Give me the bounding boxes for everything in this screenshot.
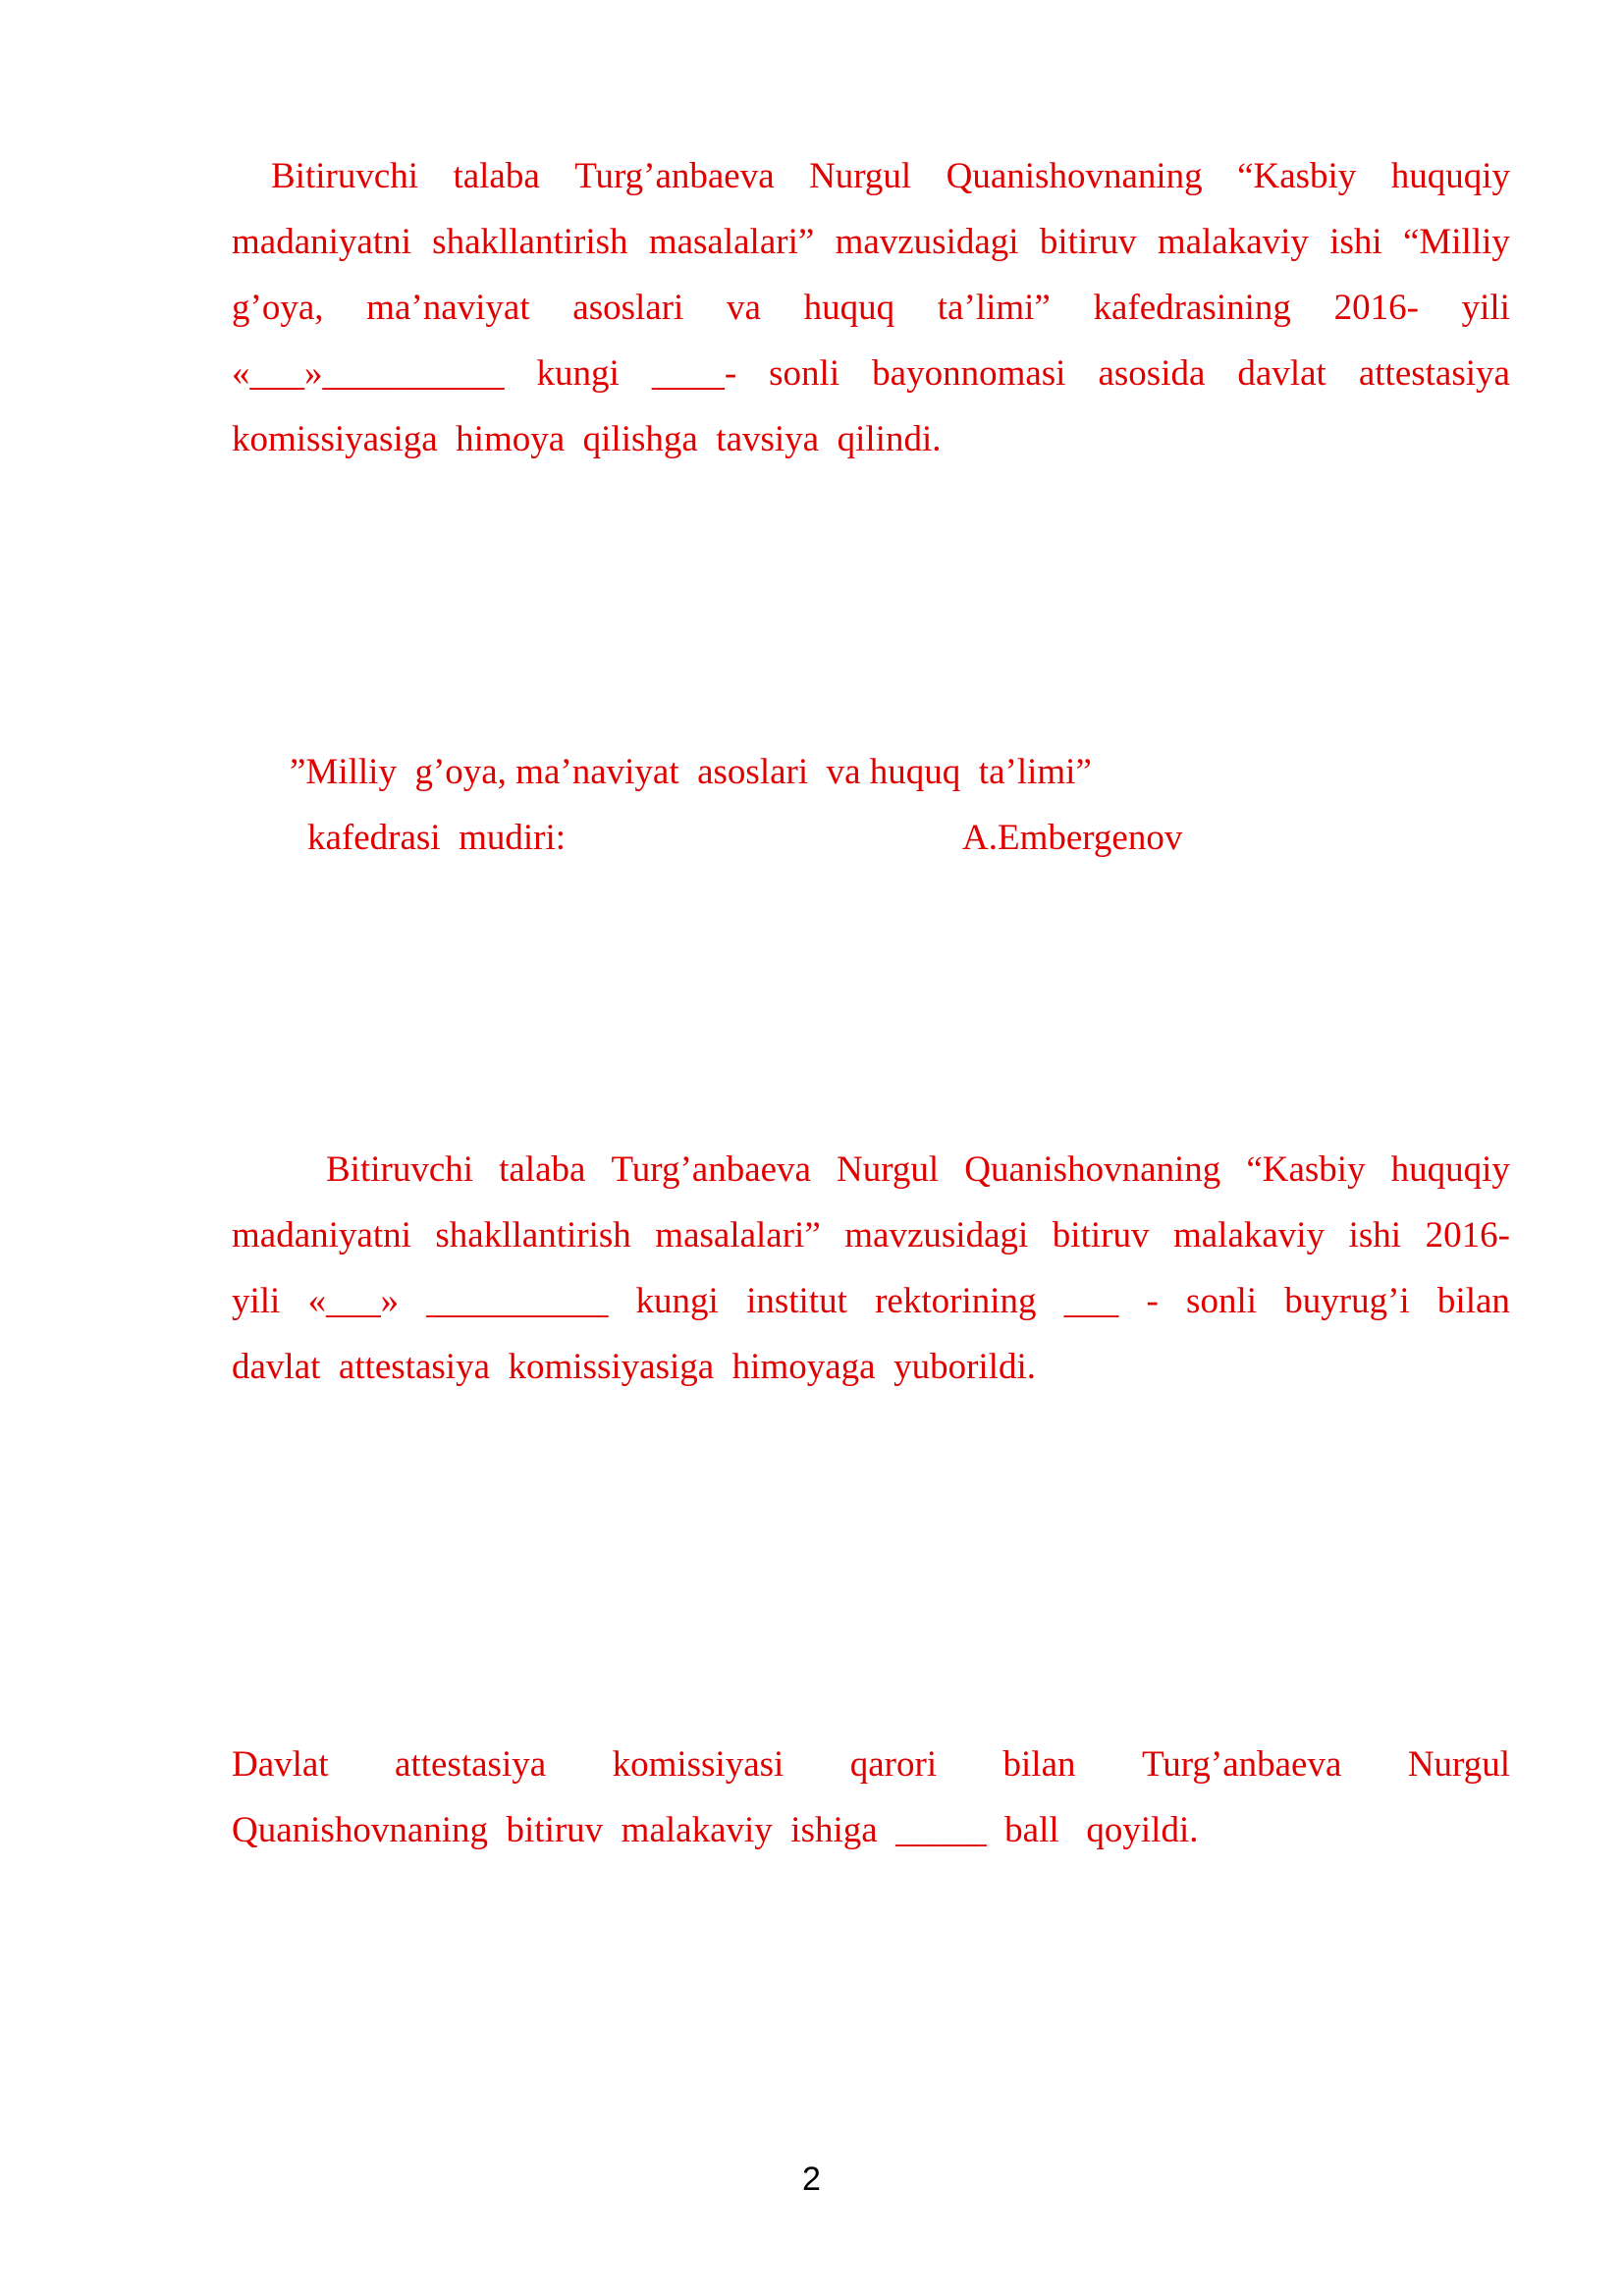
department-name: ”Milliy g’oya, ma’naviyat asoslari va huquq ta’limi” xyxy=(290,752,1092,792)
word: yili xyxy=(232,1281,281,1321)
word: bilan xyxy=(1436,1281,1510,1321)
word: Turg’anbaeva xyxy=(574,156,775,196)
word: malakaviy xyxy=(1172,1215,1325,1255)
position-label: kafedrasi mudiri: xyxy=(307,818,567,858)
word: Davlat xyxy=(232,1744,329,1785)
word: Nurgul xyxy=(1407,1744,1510,1785)
word: institut xyxy=(746,1281,847,1321)
paragraph-2-line-2 xyxy=(232,1212,1510,1259)
word: bitiruv xyxy=(1039,222,1137,262)
word: mavzusidagi xyxy=(835,222,1019,262)
line-text: komissiyasiga himoya qilishga tavsiya qilindi. xyxy=(232,419,942,459)
head-name: A.Embergenov xyxy=(962,818,1183,858)
month-blank: __________ xyxy=(426,1281,609,1321)
word: ma’naviyat xyxy=(366,288,530,328)
word: attestasiya xyxy=(1358,353,1510,394)
word: qarori xyxy=(849,1744,938,1785)
word: bilan xyxy=(1002,1744,1076,1785)
number-blank: ____- xyxy=(651,353,737,394)
word: ishi xyxy=(1348,1215,1402,1255)
word: Quanishovnaning xyxy=(946,156,1203,196)
paragraph-2-line-1 xyxy=(326,1147,1510,1194)
word: bitiruv xyxy=(1052,1215,1150,1255)
word: “Milliy xyxy=(1402,222,1510,262)
word: bayonnomasi xyxy=(872,353,1066,394)
word: yili xyxy=(1461,288,1510,328)
word: ishi xyxy=(1329,222,1382,262)
word: Quanishovnaning xyxy=(964,1149,1221,1190)
word: kungi xyxy=(635,1281,719,1321)
word: malakaviy xyxy=(1157,222,1309,262)
word: asoslari xyxy=(572,288,684,328)
word: - xyxy=(1146,1281,1159,1321)
word: huquqiy xyxy=(1390,1149,1510,1190)
word: va xyxy=(726,288,761,328)
word: “Kasbiy xyxy=(1246,1149,1366,1190)
word: talaba xyxy=(453,156,540,196)
word: Nurgul xyxy=(809,156,912,196)
word: sonli xyxy=(769,353,840,394)
word: ta’limi” xyxy=(937,288,1051,328)
paragraph-2-line-3 xyxy=(232,1278,1510,1325)
word: buyrug’i xyxy=(1284,1281,1410,1321)
page-number: 2 xyxy=(802,2161,821,2198)
word: asosida xyxy=(1098,353,1206,394)
word: masalalari” xyxy=(655,1215,821,1255)
line-text: davlat attestasiya komissiyasiga himoyaga yuborildi. xyxy=(232,1347,1036,1387)
paragraph-1-line-3 xyxy=(232,285,1510,332)
word: Turg’anbaeva xyxy=(611,1149,811,1190)
paragraph-3-line-2 xyxy=(232,1807,1510,1854)
word: talaba xyxy=(499,1149,586,1190)
word: madaniyatni xyxy=(232,1215,411,1255)
word: 2016- xyxy=(1425,1215,1510,1255)
paragraph-2-line-4 xyxy=(232,1344,1510,1391)
word: 2016- xyxy=(1333,288,1419,328)
signature-department-line xyxy=(290,749,1568,796)
date-blank: «___»__________ xyxy=(232,353,505,394)
word: “Kasbiy xyxy=(1237,156,1357,196)
paragraph-1-line-4 xyxy=(232,350,1510,398)
word: shakllantirish xyxy=(435,1215,631,1255)
word: kafedrasining xyxy=(1093,288,1291,328)
word: komissiyasi xyxy=(612,1744,784,1785)
word: Nurgul xyxy=(837,1149,940,1190)
word: huquq xyxy=(803,288,895,328)
word: Bitiruvchi xyxy=(326,1149,474,1190)
word: attestasiya xyxy=(395,1744,547,1785)
line-text: Quanishovnaning bitiruv malakaviy ishiga _____ ball qoyildi. xyxy=(232,1810,1199,1850)
word: madaniyatni xyxy=(232,222,411,262)
word: davlat xyxy=(1237,353,1326,394)
word: mavzusidagi xyxy=(844,1215,1029,1255)
word: masalalari” xyxy=(648,222,815,262)
paragraph-1-line-2 xyxy=(232,219,1510,266)
paragraph-1-line-1 xyxy=(271,153,1510,200)
word: Bitiruvchi xyxy=(271,156,419,196)
word: rektorining xyxy=(875,1281,1037,1321)
word: shakllantirish xyxy=(432,222,628,262)
word: kungi xyxy=(536,353,620,394)
paragraph-1-line-5 xyxy=(232,416,1510,463)
number-blank: ___ xyxy=(1063,1281,1119,1321)
signature-name xyxy=(962,815,1257,862)
day-blank: «___» xyxy=(307,1281,400,1321)
word: g’oya, xyxy=(232,288,324,328)
paragraph-3-line-1 xyxy=(232,1741,1510,1789)
signature-position xyxy=(307,815,720,862)
word: Turg’anbaeva xyxy=(1141,1744,1342,1785)
word: huquqiy xyxy=(1390,156,1510,196)
word: sonli xyxy=(1186,1281,1258,1321)
